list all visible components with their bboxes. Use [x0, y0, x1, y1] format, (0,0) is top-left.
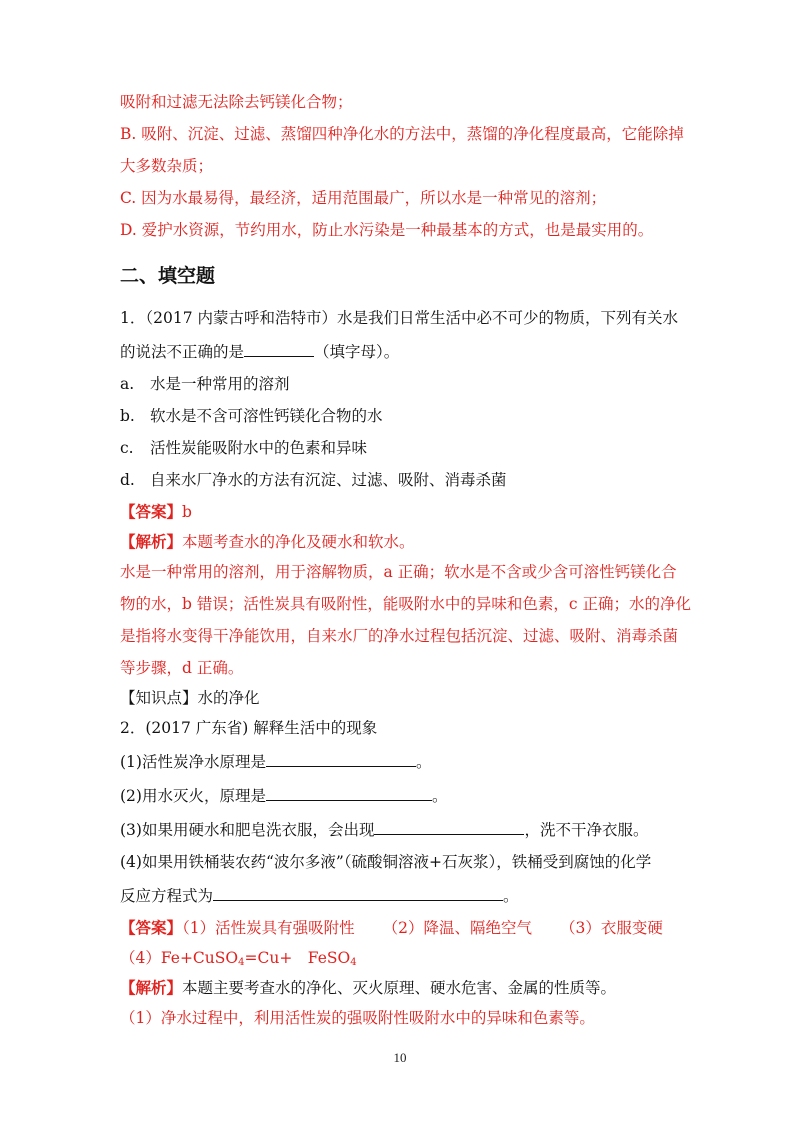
q2-part-1-blank[interactable]: [266, 750, 416, 767]
answer-2: （2）降温、隔绝空气: [382, 919, 533, 937]
q2-part-2-suffix: 。: [431, 787, 448, 805]
q1-stem-text: 的说法不正确的是: [120, 343, 245, 361]
analysis-text: 本题主要考查水的净化、灭火原理、硬水危害、金属的性质等。: [182, 979, 617, 997]
q1-stem-suffix: （填字母）。: [314, 343, 400, 361]
section-title: 二、填空题: [120, 265, 216, 287]
option-letter: b.: [120, 407, 135, 425]
q1-option-b: [120, 406, 686, 426]
q2-analysis: [120, 978, 686, 998]
q1-explain-line-2: 物的水，b 错误；活性炭具有吸附性，能吸附水中的异味和色素，c 正确；水的净化: [120, 595, 691, 613]
q1-explain-line-4: 等步骤，d 正确。: [120, 659, 244, 677]
q2-part-3-suffix: ，洗不干净衣服。: [524, 821, 649, 839]
q2-part-3-blank[interactable]: [374, 818, 524, 835]
q1-analysis: [120, 532, 686, 552]
q2-part-1: [120, 750, 686, 772]
q1-explain-line-1: 水是一种常用的溶剂，用于溶解物质，a 正确；软水是不含或少含可溶性钙镁化合: [120, 563, 677, 581]
prev-option-d: D. 爱护水资源，节约用水，防止水污染是一种最基本的方式，也是最实用的。: [120, 221, 654, 239]
q2-stem: 2．(2017 广东省) 解释生活中的现象: [120, 719, 378, 737]
q2-part-2: [120, 784, 686, 806]
answer-4-part-1: （4）Fe+CuSO: [120, 949, 239, 967]
answer-value: b: [182, 503, 192, 521]
document-page: [120, 92, 691, 1040]
analysis-label: 【解析】: [120, 978, 183, 997]
option-letter: d.: [120, 471, 135, 489]
q1-explain-line-3: 是指将水变得干净能饮用，自来水厂的净水过程包括沉淀、过滤、吸附、消毒杀菌: [120, 627, 679, 645]
answer-1: （1）活性炭具有强吸附性: [182, 919, 355, 937]
q1-stem-line-1: 1．（2017 内蒙古呼和浩特市）水是我们日常生活中必不可少的物质，下列有关水: [120, 309, 678, 327]
option-text: 水是一种常用的溶剂: [150, 375, 290, 393]
option-letter: a.: [120, 375, 135, 393]
option-letter: c.: [120, 439, 134, 457]
q2-answer-line-2: [120, 948, 686, 968]
q1-option-a: [120, 374, 686, 394]
q2-explain-line-1: （1）净水过程中，利用活性炭的强吸附性吸附水中的异味和色素等。: [120, 1009, 595, 1027]
answer-label: 【答案】: [120, 918, 183, 937]
prev-option-c: C. 因为水最易得，最经济，适用范围最广，所以水是一种常见的溶剂；: [120, 189, 607, 207]
q1-stem-line-2: [120, 340, 686, 362]
q2-part-4-text: 反应方程式为: [120, 887, 214, 905]
q1-knowledge-point: [120, 688, 686, 708]
q2-part-4-line-2: [120, 884, 686, 906]
answer-4-part-2: =Cu+ FeSO: [244, 949, 351, 967]
q1-answer: [120, 502, 686, 522]
q2-part-3-text: (3)如果用硬水和肥皂洗衣服，会出现: [120, 821, 375, 839]
answer-label: 【答案】: [120, 502, 183, 521]
page-number: 10: [393, 1050, 407, 1065]
option-text: 活性炭能吸附水中的色素和异味: [150, 439, 368, 457]
q1-answer-blank[interactable]: [244, 340, 314, 357]
q1-option-c: [120, 438, 686, 458]
q2-part-1-text: (1)活性炭净水原理是: [120, 753, 266, 771]
prev-line-1: 吸附和过滤无法除去钙镁化合物；: [120, 93, 353, 111]
knowledge-text: 水的净化: [197, 689, 260, 707]
option-text: 自来水厂净水的方法有沉淀、过滤、吸附、消毒杀菌: [150, 471, 507, 489]
q2-part-4-line-1: (4)如果用铁桶装农药“波尔多液”（硫酸铜溶液+石灰浆），铁桶受到腐蚀的化学: [120, 853, 652, 871]
q2-part-4-blank[interactable]: [213, 884, 503, 901]
q2-part-4-suffix: 。: [503, 887, 519, 905]
answer-3: （3）衣服变硬: [560, 919, 663, 937]
q2-answer-line-1: [120, 918, 686, 938]
q2-part-3: [120, 818, 686, 840]
answer-4-subscript-2: 4: [350, 957, 357, 968]
q2-part-2-blank[interactable]: [266, 784, 432, 801]
q1-option-d: [120, 470, 686, 490]
answer-4-subscript-1: 4: [238, 957, 245, 968]
option-text: 软水是不含可溶性钙镁化合物的水: [150, 407, 383, 425]
q2-part-1-suffix: 。: [415, 753, 432, 771]
knowledge-label: 【知识点】: [120, 689, 198, 707]
analysis-text: 本题考查水的净化及硬水和软水。: [182, 533, 415, 551]
analysis-label: 【解析】: [120, 532, 183, 551]
q2-part-2-text: (2)用水灭火，原理是: [120, 787, 266, 805]
prev-option-b-line-2: 大多数杂质；: [120, 157, 214, 175]
prev-option-b-line-1: B. 吸附、沉淀、过滤、蒸馏四种净化水的方法中，蒸馏的净化程度最高，它能除掉: [120, 125, 684, 143]
